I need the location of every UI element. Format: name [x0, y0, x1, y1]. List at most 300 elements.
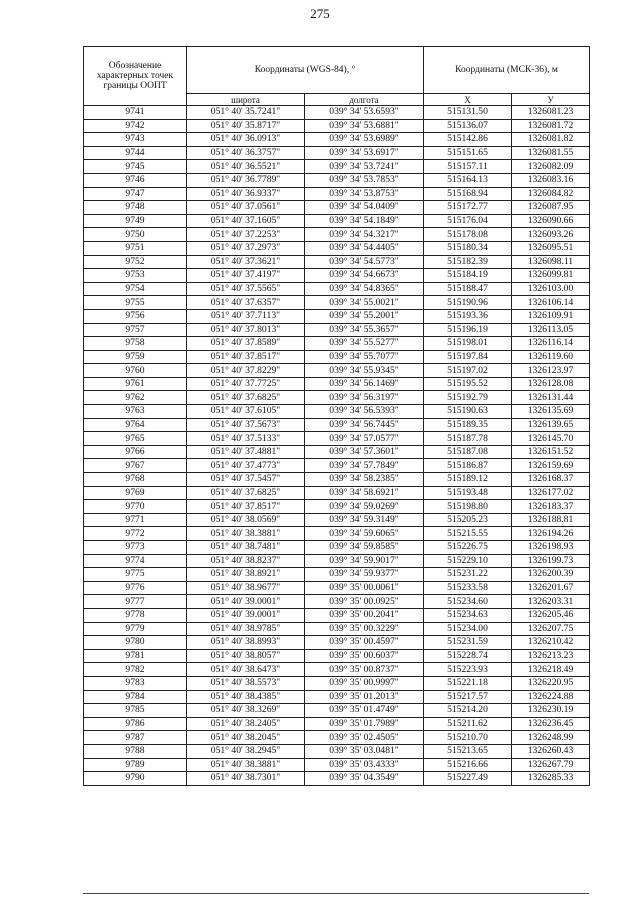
longitude-cell: 039° 34' 55.2001" [305, 309, 424, 323]
x-cell: 515221.18 [424, 676, 512, 690]
x-cell: 515231.59 [424, 636, 512, 650]
latitude-cell: 051° 40' 37.8517" [187, 350, 305, 364]
y-cell: 1326210.42 [512, 636, 590, 650]
longitude-cell: 039° 34' 55.5277" [305, 337, 424, 351]
point-id-cell: 9788 [84, 744, 187, 758]
point-id-cell: 9771 [84, 513, 187, 527]
longitude-cell: 039° 34' 59.0269" [305, 500, 424, 514]
y-cell: 1326201.67 [512, 581, 590, 595]
latitude-cell: 051° 40' 37.8517" [187, 500, 305, 514]
latitude-cell: 051° 40' 38.8993" [187, 636, 305, 650]
y-cell: 1326205.46 [512, 608, 590, 622]
longitude-cell: 039° 34' 55.0021" [305, 296, 424, 310]
y-cell: 1326093.26 [512, 228, 590, 242]
y-cell: 1326168.37 [512, 473, 590, 487]
y-cell: 1326131.44 [512, 391, 590, 405]
longitude-cell: 039° 34' 53.7853" [305, 173, 424, 187]
latitude-cell: 051° 40' 37.4881" [187, 445, 305, 459]
latitude-cell: 051° 40' 38.7481" [187, 541, 305, 555]
point-id-cell: 9749 [84, 214, 187, 228]
x-cell: 515198.01 [424, 337, 512, 351]
point-id-cell: 9790 [84, 772, 187, 786]
x-cell: 515180.34 [424, 241, 512, 255]
table-row [84, 269, 590, 283]
x-cell: 515234.63 [424, 608, 512, 622]
y-cell: 1326198.93 [512, 541, 590, 555]
table-row [84, 568, 590, 582]
table-row [84, 377, 590, 391]
table-row [84, 622, 590, 636]
table-row [84, 595, 590, 609]
point-id-cell: 9778 [84, 608, 187, 622]
table-row [84, 758, 590, 772]
x-cell: 515197.02 [424, 364, 512, 378]
table-row [84, 350, 590, 364]
y-cell: 1326098.11 [512, 255, 590, 269]
point-id-cell: 9768 [84, 473, 187, 487]
table-row [84, 690, 590, 704]
point-id-cell: 9766 [84, 445, 187, 459]
x-cell: 515234.00 [424, 622, 512, 636]
longitude-cell: 039° 35' 00.9997" [305, 676, 424, 690]
latitude-cell: 051° 40' 37.5457" [187, 473, 305, 487]
point-id-cell: 9753 [84, 269, 187, 283]
latitude-cell: 051° 40' 39.0001" [187, 608, 305, 622]
table-row [84, 459, 590, 473]
table-row [84, 554, 590, 568]
point-id-cell: 9787 [84, 731, 187, 745]
longitude-cell: 039° 34' 59.6065" [305, 527, 424, 541]
latitude-cell: 051° 40' 38.2045" [187, 731, 305, 745]
latitude-cell: 051° 40' 38.9677" [187, 581, 305, 595]
y-cell: 1326224.88 [512, 690, 590, 704]
y-cell: 1326260.43 [512, 744, 590, 758]
table-row [84, 500, 590, 514]
point-id-cell: 9779 [84, 622, 187, 636]
latitude-cell: 051° 40' 37.6825" [187, 391, 305, 405]
x-cell: 515172.77 [424, 201, 512, 215]
x-cell: 515193.48 [424, 486, 512, 500]
y-cell: 1326220.95 [512, 676, 590, 690]
y-cell: 1326218.49 [512, 663, 590, 677]
latitude-cell: 051° 40' 37.5565" [187, 282, 305, 296]
header-point-designation: Обозначение характерных точек границы ООПТ [84, 47, 187, 106]
table-row [84, 636, 590, 650]
point-id-cell: 9748 [84, 201, 187, 215]
table-row [84, 391, 590, 405]
latitude-cell: 051° 40' 38.2405" [187, 717, 305, 731]
x-cell: 515164.13 [424, 173, 512, 187]
x-cell: 515190.63 [424, 405, 512, 419]
longitude-cell: 039° 34' 55.7077" [305, 350, 424, 364]
point-id-cell: 9782 [84, 663, 187, 677]
latitude-cell: 051° 40' 37.6825" [187, 486, 305, 500]
y-cell: 1326177.02 [512, 486, 590, 500]
table-row [84, 581, 590, 595]
x-cell: 515217.57 [424, 690, 512, 704]
point-id-cell: 9747 [84, 187, 187, 201]
table-row [84, 241, 590, 255]
longitude-cell: 039° 35' 01.2013" [305, 690, 424, 704]
x-cell: 515176.04 [424, 214, 512, 228]
longitude-cell: 039° 34' 57.3601" [305, 445, 424, 459]
latitude-cell: 051° 40' 39.0001" [187, 595, 305, 609]
y-cell: 1326236.45 [512, 717, 590, 731]
longitude-cell: 039° 34' 54.4405" [305, 241, 424, 255]
x-cell: 515216.66 [424, 758, 512, 772]
x-cell: 515210.70 [424, 731, 512, 745]
point-id-cell: 9759 [84, 350, 187, 364]
latitude-cell: 051° 40' 38.2945" [187, 744, 305, 758]
table-row [84, 201, 590, 215]
point-id-cell: 9742 [84, 119, 187, 133]
x-cell: 515190.96 [424, 296, 512, 310]
longitude-cell: 039° 34' 57.0577" [305, 432, 424, 446]
table-row [84, 473, 590, 487]
point-id-cell: 9755 [84, 296, 187, 310]
table-row [84, 364, 590, 378]
y-cell: 1326139.65 [512, 418, 590, 432]
longitude-cell: 039° 35' 01.7989" [305, 717, 424, 731]
point-id-cell: 9767 [84, 459, 187, 473]
header-y: У [512, 94, 590, 106]
longitude-cell: 039° 34' 53.6917" [305, 146, 424, 160]
point-id-cell: 9781 [84, 649, 187, 663]
longitude-cell: 039° 34' 56.7445" [305, 418, 424, 432]
table-row [84, 337, 590, 351]
y-cell: 1326081.82 [512, 133, 590, 147]
latitude-cell: 051° 40' 37.1605" [187, 214, 305, 228]
latitude-cell: 051° 40' 38.7301" [187, 772, 305, 786]
longitude-cell: 039° 35' 00.0061" [305, 581, 424, 595]
point-id-cell: 9762 [84, 391, 187, 405]
longitude-cell: 039° 34' 53.8753" [305, 187, 424, 201]
table-row [84, 309, 590, 323]
longitude-cell: 039° 34' 53.6881" [305, 119, 424, 133]
longitude-cell: 039° 34' 57.7849" [305, 459, 424, 473]
y-cell: 1326207.75 [512, 622, 590, 636]
x-cell: 515226.75 [424, 541, 512, 555]
point-id-cell: 9750 [84, 228, 187, 242]
y-cell: 1326082.09 [512, 160, 590, 174]
table-row [84, 133, 590, 147]
point-id-cell: 9756 [84, 309, 187, 323]
coordinates-table [83, 46, 590, 786]
point-id-cell: 9776 [84, 581, 187, 595]
x-cell: 515213.65 [424, 744, 512, 758]
table-row [84, 432, 590, 446]
longitude-cell: 039° 34' 56.1469" [305, 377, 424, 391]
table-row [84, 527, 590, 541]
latitude-cell: 051° 40' 37.2253" [187, 228, 305, 242]
latitude-cell: 051° 40' 38.6473" [187, 663, 305, 677]
x-cell: 515131.50 [424, 106, 512, 120]
y-cell: 1326135.69 [512, 405, 590, 419]
longitude-cell: 039° 34' 59.9017" [305, 554, 424, 568]
point-id-cell: 9765 [84, 432, 187, 446]
latitude-cell: 051° 40' 37.5673" [187, 418, 305, 432]
longitude-cell: 039° 34' 53.7241" [305, 160, 424, 174]
y-cell: 1326267.79 [512, 758, 590, 772]
x-cell: 515136.07 [424, 119, 512, 133]
point-id-cell: 9757 [84, 323, 187, 337]
latitude-cell: 051° 40' 35.7241" [187, 106, 305, 120]
longitude-cell: 039° 34' 55.9345" [305, 364, 424, 378]
x-cell: 515198.80 [424, 500, 512, 514]
x-cell: 515186.87 [424, 459, 512, 473]
table-row [84, 717, 590, 731]
latitude-cell: 051° 40' 36.5521" [187, 160, 305, 174]
table-row [84, 255, 590, 269]
latitude-cell: 051° 40' 37.8589" [187, 337, 305, 351]
longitude-cell: 039° 35' 04.3549" [305, 772, 424, 786]
table-row [84, 160, 590, 174]
point-id-cell: 9780 [84, 636, 187, 650]
latitude-cell: 051° 40' 37.7725" [187, 377, 305, 391]
y-cell: 1326103.00 [512, 282, 590, 296]
y-cell: 1326159.69 [512, 459, 590, 473]
point-id-cell: 9746 [84, 173, 187, 187]
y-cell: 1326151.52 [512, 445, 590, 459]
bottom-rule [83, 893, 589, 894]
point-id-cell: 9772 [84, 527, 187, 541]
table-row [84, 228, 590, 242]
longitude-cell: 039° 34' 58.6921" [305, 486, 424, 500]
table-row [84, 405, 590, 419]
table-row [84, 187, 590, 201]
y-cell: 1326109.91 [512, 309, 590, 323]
y-cell: 1326099.81 [512, 269, 590, 283]
latitude-cell: 051° 40' 38.3881" [187, 758, 305, 772]
header-msk36: Координаты (МСК-36), м [424, 47, 590, 94]
y-cell: 1326081.72 [512, 119, 590, 133]
x-cell: 515184.19 [424, 269, 512, 283]
table-row [84, 445, 590, 459]
latitude-cell: 051° 40' 38.0569" [187, 513, 305, 527]
y-cell: 1326194.26 [512, 527, 590, 541]
latitude-cell: 051° 40' 35.8717" [187, 119, 305, 133]
point-id-cell: 9783 [84, 676, 187, 690]
x-cell: 515196.19 [424, 323, 512, 337]
x-cell: 515187.78 [424, 432, 512, 446]
x-cell: 515188.47 [424, 282, 512, 296]
table-row [84, 608, 590, 622]
table-row [84, 282, 590, 296]
y-cell: 1326128.08 [512, 377, 590, 391]
longitude-cell: 039° 35' 00.4597" [305, 636, 424, 650]
x-cell: 515234.60 [424, 595, 512, 609]
y-cell: 1326188.81 [512, 513, 590, 527]
latitude-cell: 051° 40' 37.5133" [187, 432, 305, 446]
x-cell: 515195.52 [424, 377, 512, 391]
y-cell: 1326119.60 [512, 350, 590, 364]
y-cell: 1326183.37 [512, 500, 590, 514]
y-cell: 1326203.31 [512, 595, 590, 609]
point-id-cell: 9744 [84, 146, 187, 160]
y-cell: 1326213.23 [512, 649, 590, 663]
y-cell: 1326200.39 [512, 568, 590, 582]
point-id-cell: 9743 [84, 133, 187, 147]
header-longitude: долгота [305, 94, 424, 106]
table-row [84, 676, 590, 690]
x-cell: 515189.35 [424, 418, 512, 432]
latitude-cell: 051° 40' 37.8229" [187, 364, 305, 378]
point-id-cell: 9770 [84, 500, 187, 514]
table-row [84, 731, 590, 745]
y-cell: 1326113.05 [512, 323, 590, 337]
longitude-cell: 039° 34' 59.8585" [305, 541, 424, 555]
point-id-cell: 9764 [84, 418, 187, 432]
x-cell: 515228.74 [424, 649, 512, 663]
longitude-cell: 039° 35' 00.0925" [305, 595, 424, 609]
longitude-cell: 039° 34' 53.6593" [305, 106, 424, 120]
table-row [84, 663, 590, 677]
latitude-cell: 051° 40' 36.7789" [187, 173, 305, 187]
table-row [84, 704, 590, 718]
longitude-cell: 039° 35' 00.6037" [305, 649, 424, 663]
point-id-cell: 9769 [84, 486, 187, 500]
x-cell: 515233.58 [424, 581, 512, 595]
x-cell: 515205.23 [424, 513, 512, 527]
y-cell: 1326106.14 [512, 296, 590, 310]
x-cell: 515229.10 [424, 554, 512, 568]
y-cell: 1326285.33 [512, 772, 590, 786]
table-row [84, 146, 590, 160]
longitude-cell: 039° 34' 54.8365" [305, 282, 424, 296]
table-row [84, 649, 590, 663]
point-id-cell: 9785 [84, 704, 187, 718]
x-cell: 515151.65 [424, 146, 512, 160]
x-cell: 515142.86 [424, 133, 512, 147]
x-cell: 515211.62 [424, 717, 512, 731]
table-body [84, 106, 590, 786]
point-id-cell: 9745 [84, 160, 187, 174]
point-id-cell: 9760 [84, 364, 187, 378]
table-row [84, 486, 590, 500]
x-cell: 515178.08 [424, 228, 512, 242]
longitude-cell: 039° 35' 03.4333" [305, 758, 424, 772]
header-latitude: широта [187, 94, 305, 106]
table-row [84, 323, 590, 337]
latitude-cell: 051° 40' 37.7113" [187, 309, 305, 323]
point-id-cell: 9773 [84, 541, 187, 555]
longitude-cell: 039° 34' 54.5773" [305, 255, 424, 269]
y-cell: 1326248.99 [512, 731, 590, 745]
latitude-cell: 051° 40' 38.9785" [187, 622, 305, 636]
point-id-cell: 9741 [84, 106, 187, 120]
longitude-cell: 039° 35' 01.4749" [305, 704, 424, 718]
latitude-cell: 051° 40' 38.3881" [187, 527, 305, 541]
longitude-cell: 039° 35' 02.4505" [305, 731, 424, 745]
longitude-cell: 039° 34' 59.9377" [305, 568, 424, 582]
x-cell: 515187.08 [424, 445, 512, 459]
x-cell: 515223.93 [424, 663, 512, 677]
table-row [84, 418, 590, 432]
longitude-cell: 039° 34' 54.1849" [305, 214, 424, 228]
latitude-cell: 051° 40' 38.5573" [187, 676, 305, 690]
y-cell: 1326123.97 [512, 364, 590, 378]
longitude-cell: 039° 34' 59.3149" [305, 513, 424, 527]
x-cell: 515192.79 [424, 391, 512, 405]
x-cell: 515214.20 [424, 704, 512, 718]
point-id-cell: 9775 [84, 568, 187, 582]
latitude-cell: 051° 40' 37.4197" [187, 269, 305, 283]
longitude-cell: 039° 35' 00.8737" [305, 663, 424, 677]
point-id-cell: 9758 [84, 337, 187, 351]
latitude-cell: 051° 40' 37.6105" [187, 405, 305, 419]
page-number: 275 [310, 6, 330, 21]
header-wgs84: Координаты (WGS-84), ° [187, 47, 424, 94]
latitude-cell: 051° 40' 37.3621" [187, 255, 305, 269]
x-cell: 515231.22 [424, 568, 512, 582]
latitude-cell: 051° 40' 37.8013" [187, 323, 305, 337]
latitude-cell: 051° 40' 36.9337" [187, 187, 305, 201]
latitude-cell: 051° 40' 37.6357" [187, 296, 305, 310]
latitude-cell: 051° 40' 38.3269" [187, 704, 305, 718]
point-id-cell: 9786 [84, 717, 187, 731]
longitude-cell: 039° 34' 58.2385" [305, 473, 424, 487]
table-row [84, 744, 590, 758]
point-id-cell: 9761 [84, 377, 187, 391]
y-cell: 1326145.70 [512, 432, 590, 446]
latitude-cell: 051° 40' 38.8237" [187, 554, 305, 568]
table-row [84, 106, 590, 120]
point-id-cell: 9752 [84, 255, 187, 269]
longitude-cell: 039° 35' 00.2041" [305, 608, 424, 622]
latitude-cell: 051° 40' 36.0913" [187, 133, 305, 147]
point-id-cell: 9763 [84, 405, 187, 419]
table-row [84, 513, 590, 527]
latitude-cell: 051° 40' 37.4773" [187, 459, 305, 473]
latitude-cell: 051° 40' 38.8057" [187, 649, 305, 663]
table-row [84, 173, 590, 187]
table-row [84, 214, 590, 228]
table-row [84, 541, 590, 555]
y-cell: 1326087.95 [512, 201, 590, 215]
table-row [84, 119, 590, 133]
longitude-cell: 039° 34' 54.0409" [305, 201, 424, 215]
y-cell: 1326081.23 [512, 106, 590, 120]
point-id-cell: 9754 [84, 282, 187, 296]
x-cell: 515193.36 [424, 309, 512, 323]
latitude-cell: 051° 40' 38.4385" [187, 690, 305, 704]
point-id-cell: 9789 [84, 758, 187, 772]
longitude-cell: 039° 35' 00.3229" [305, 622, 424, 636]
latitude-cell: 051° 40' 37.0561" [187, 201, 305, 215]
y-cell: 1326090.66 [512, 214, 590, 228]
header-x: X [424, 94, 512, 106]
x-cell: 515189.12 [424, 473, 512, 487]
table-row [84, 296, 590, 310]
y-cell: 1326116.14 [512, 337, 590, 351]
y-cell: 1326095.51 [512, 241, 590, 255]
longitude-cell: 039° 34' 56.3197" [305, 391, 424, 405]
longitude-cell: 039° 35' 03.0481" [305, 744, 424, 758]
point-id-cell: 9784 [84, 690, 187, 704]
point-id-cell: 9751 [84, 241, 187, 255]
x-cell: 515227.49 [424, 772, 512, 786]
point-id-cell: 9774 [84, 554, 187, 568]
latitude-cell: 051° 40' 37.2973" [187, 241, 305, 255]
x-cell: 515215.55 [424, 527, 512, 541]
longitude-cell: 039° 34' 55.3657" [305, 323, 424, 337]
y-cell: 1326199.73 [512, 554, 590, 568]
x-cell: 515157.11 [424, 160, 512, 174]
latitude-cell: 051° 40' 36.3757" [187, 146, 305, 160]
longitude-cell: 039° 34' 54.6673" [305, 269, 424, 283]
y-cell: 1326230.19 [512, 704, 590, 718]
point-id-cell: 9777 [84, 595, 187, 609]
